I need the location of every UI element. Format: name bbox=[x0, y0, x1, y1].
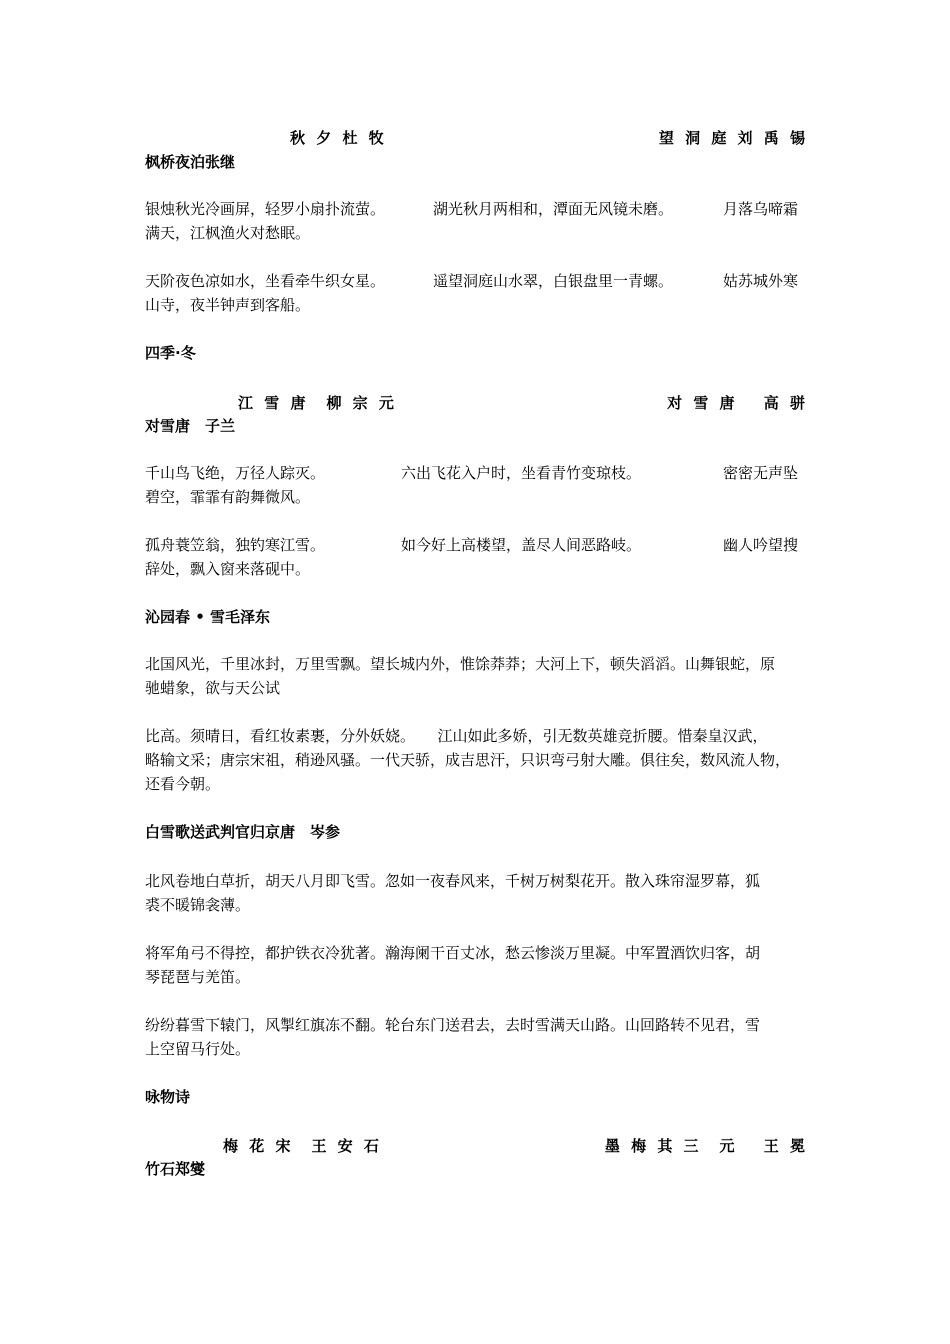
poem-title-fengqiao: 枫桥夜泊张继 bbox=[145, 153, 236, 171]
poem-title-qiuxi: 秋 夕 杜 牧 bbox=[290, 129, 387, 147]
poem-line: 略输文采；唐宗宋祖，稍逊风骚。一代天骄，成吉思汗，只识弯弓射大雕。俱往矣，数风流人物， bbox=[145, 751, 791, 769]
poem-line: 驰蜡象，欲与天公试 bbox=[145, 679, 281, 697]
poem-title-jiangxue: 江 雪 唐 柳 宗 元 bbox=[238, 394, 397, 412]
poem-title-momei: 墨 梅 其 三 元 王 冕 bbox=[604, 1137, 808, 1155]
poem-line: 辞处，飘入窗来落砚中。 bbox=[145, 560, 311, 578]
poem-line: 满天，江枫渔火对愁眠。 bbox=[145, 224, 311, 242]
section-heading-winter: 四季·冬 bbox=[145, 344, 196, 362]
poem-line: 湖光秋月两相和，潭面无风镜未磨。 bbox=[433, 200, 674, 218]
poem-line: 纷纷暮雪下辕门，风掣红旗冻不翻。轮台东门送君去，去时雪满天山路。山回路转不见君，雪 bbox=[145, 1016, 761, 1034]
poem-line: 北国风光，千里冰封，万里雪飘。望长城内外，惟馀莽莽；大河上下，顿失滔滔。山舞银蛇，原 bbox=[145, 655, 776, 673]
poem-line: 琴琵琶与羌笛。 bbox=[145, 968, 251, 986]
poem-line: 如今好上高楼望，盖尽人间恶路岐。 bbox=[401, 536, 642, 554]
poem-line: 比高。须晴日，看红妆素裹，分外妖娆。 江山如此多娇，引无数英雄竞折腰。惜秦皇汉武， bbox=[145, 727, 768, 745]
poem-line: 还看今朝。 bbox=[145, 775, 221, 793]
poem-line: 天阶夜色凉如水，坐看牵牛织女星。 bbox=[145, 272, 386, 290]
poem-title-zhushi: 竹石郑燮 bbox=[145, 1160, 206, 1178]
poem-title-qinyuanchun: 沁园春 • 雪毛泽东 bbox=[145, 608, 271, 626]
section-heading-yongwu: 咏物诗 bbox=[145, 1088, 191, 1106]
poem-line: 六出飞花入户时，坐看青竹变琼枝。 bbox=[401, 464, 642, 482]
poem-line: 山寺，夜半钟声到客船。 bbox=[145, 296, 311, 314]
poem-line: 将军角弓不得控，都护铁衣冷犹著。瀚海阑干百丈冰，愁云惨淡万里凝。中军置酒饮归客，胡 bbox=[145, 944, 761, 962]
poem-line: 裘不暖锦衾薄。 bbox=[145, 896, 251, 914]
poem-line: 密密无声坠 bbox=[723, 464, 799, 482]
poem-line: 姑苏城外寒 bbox=[723, 272, 799, 290]
poem-title-duixue-zilan: 对雪唐 子兰 bbox=[145, 417, 236, 435]
poem-line: 幽人吟望搜 bbox=[723, 536, 799, 554]
poem-title-duixue-gaopian: 对 雪 唐 高 骈 bbox=[667, 394, 808, 412]
poem-line: 上空留马行处。 bbox=[145, 1040, 251, 1058]
poem-line: 千山鸟飞绝，万径人踪灭。 bbox=[145, 464, 326, 482]
poem-title-baixuege: 白雪歌送武判官归京唐 岑参 bbox=[145, 823, 341, 841]
poem-line: 碧空，霏霏有韵舞微风。 bbox=[145, 488, 311, 506]
poem-title-meihua: 梅 花 宋 王 安 石 bbox=[223, 1137, 382, 1155]
poem-line: 遥望洞庭山水翠，白银盘里一青螺。 bbox=[433, 272, 674, 290]
poem-line: 北风卷地白草折，胡天八月即飞雪。忽如一夜春风来，千树万树梨花开。散入珠帘湿罗幕，狐 bbox=[145, 872, 761, 890]
poem-line: 银烛秋光冷画屏，轻罗小扇扑流萤。 bbox=[145, 200, 386, 218]
poem-line: 月落乌啼霜 bbox=[723, 200, 799, 218]
poem-line: 孤舟蓑笠翁，独钓寒江雪。 bbox=[145, 536, 326, 554]
poem-title-wangdongting: 望 洞 庭 刘 禹 锡 bbox=[658, 129, 808, 147]
